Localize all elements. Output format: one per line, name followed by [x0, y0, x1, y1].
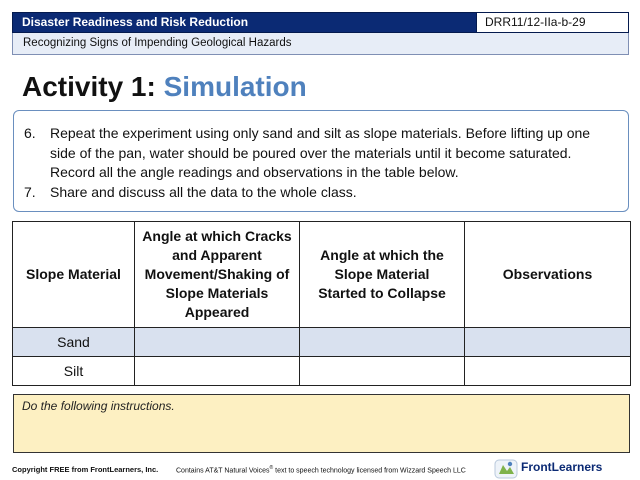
activity-title-accent: Simulation — [163, 71, 307, 102]
table-header-row — [13, 222, 631, 328]
table-row — [13, 328, 631, 357]
registered-mark: ® — [269, 465, 274, 471]
credit-after: text to speech technology licensed from Wizzard Speech LLC — [273, 467, 466, 475]
course-title: Disaster Readiness and Risk Reduction — [22, 15, 249, 29]
column-header-observations: Observations — [465, 222, 631, 328]
credit-before: Contains AT&T Natural Voices — [176, 467, 270, 475]
notes-text: Do the following instructions. — [22, 399, 175, 413]
cell-collapse-angle[interactable] — [300, 328, 465, 357]
column-header-collapse-angle: Angle at which the Slope Material Started to Collapse — [300, 222, 465, 328]
cell-material: Silt — [13, 357, 135, 386]
activity-title — [22, 69, 307, 105]
cell-crack-angle[interactable] — [135, 328, 300, 357]
activity-title-prefix: Activity 1: — [22, 71, 164, 102]
column-header-slope-material: Slope Material — [13, 222, 135, 328]
logo-text: FrontLearners — [521, 460, 603, 474]
step-line: Share and discuss all the data to the whole class. — [50, 183, 357, 200]
step-line: side of the pan, water should be poured over the materials until it become saturated. — [50, 144, 572, 161]
step-line: Record all the angle readings and observations in the table below. — [50, 164, 459, 180]
copyright-text: Copyright FREE from FrontLearners, Inc. — [12, 465, 159, 474]
column-header-crack-angle: Angle at which Cracks and Apparent Movement/Shaking of Slope Materials Appeared — [135, 222, 300, 328]
data-table — [12, 221, 631, 386]
cell-observations[interactable] — [465, 357, 631, 386]
cell-crack-angle[interactable] — [135, 357, 300, 386]
course-code: DRR11/12-IIa-b-29 — [476, 12, 629, 33]
step-line: Repeat the experiment using only sand and silt as slope materials. Before lifting up one — [50, 125, 591, 141]
step-number: 7. — [24, 183, 36, 200]
step-number: 6. — [24, 125, 36, 141]
cell-material: Sand — [13, 328, 135, 357]
voice-credit — [176, 465, 466, 474]
cell-collapse-angle[interactable] — [300, 357, 465, 386]
cell-observations[interactable] — [465, 328, 631, 357]
table-row — [13, 357, 631, 386]
lesson-subtitle: Recognizing Signs of Impending Geological Hazards — [12, 33, 629, 55]
